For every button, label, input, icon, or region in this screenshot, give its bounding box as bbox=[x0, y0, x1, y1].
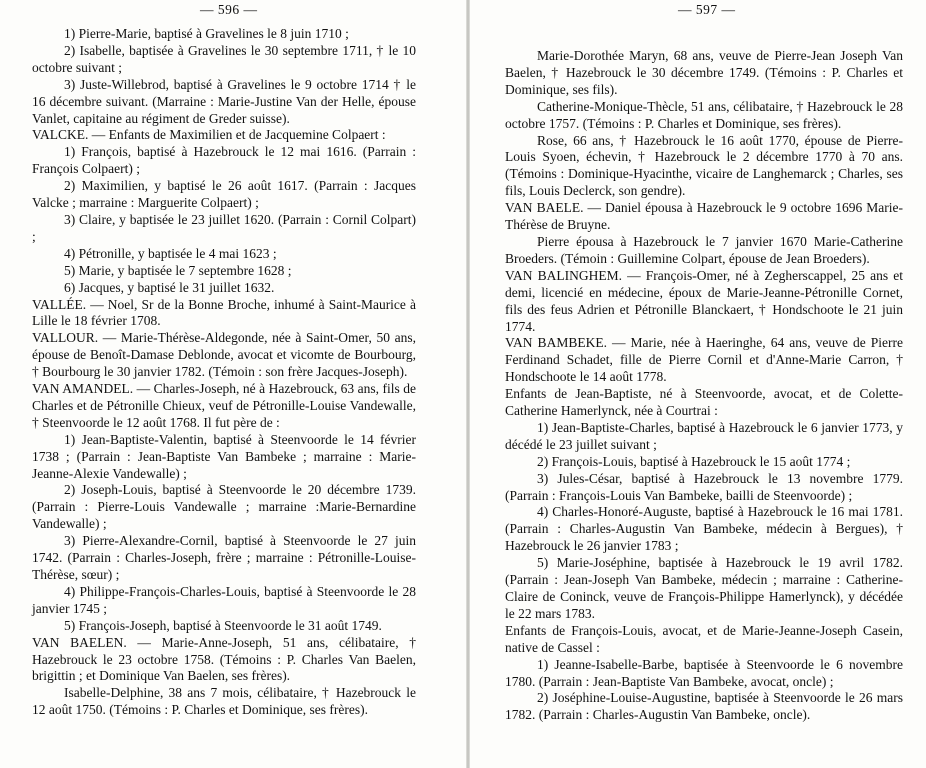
page-number: — 597 — bbox=[678, 2, 736, 17]
paragraph: 2) Joseph-Louis, baptisé à Steenvoorde le 20 décembre 1739. (Parrain : Pierre-Louis Vandewalle ; marraine :Marie-Bernardine Vandewalle) ; bbox=[32, 482, 416, 532]
paragraph: 4) Philippe-François-Charles-Louis, baptisé à Steenvoorde le 28 janvier 1745 ; bbox=[32, 583, 416, 616]
paragraph: 6) Jacques, y baptisé le 31 juillet 1632. bbox=[64, 279, 275, 295]
paragraph: Enfants de Jean-Baptiste, né à Steenvoorde, avocat, et de Colette-Catherine Hamerlynck, née à Courtrai : bbox=[505, 386, 903, 419]
text-column bbox=[32, 26, 416, 719]
entry-heading-paragraph: VAN BAELE. — Daniel épousa à Hazebrouck le 9 octobre 1696 Marie-Thérèse de Bruyne. bbox=[505, 200, 903, 233]
paragraph: Isabelle-Delphine, 38 ans 7 mois, célibataire, † Hazebrouck le 12 août 1750. (Témoins : P. Charles et Dominique, ses frères). bbox=[32, 685, 416, 718]
right-page bbox=[470, 0, 926, 768]
entry-heading-paragraph: VAN BAELEN. — Marie-Anne-Joseph, 51 ans, célibataire, † Hazebrouck le 23 octobre 1758. (Témoins : P. Charles Van Baelen, brigittin ; et Dominique Van Baelen, ses frères). bbox=[32, 634, 416, 684]
entry-heading-paragraph: VALCKE. — Enfants de Maximilien et de Jacquemine Colpaert : bbox=[32, 127, 386, 143]
paragraph: 3) Jules-César, baptisé à Hazebrouck le 13 novembre 1779. (Parrain : François-Louis Van Bambeke, bailli de Steenvoorde) ; bbox=[505, 470, 903, 503]
paragraph: Pierre épousa à Hazebrouck le 7 janvier 1670 Marie-Catherine Broeders. (Témoin : Guillemine Colpart, épouse de Jean Broeders). bbox=[505, 233, 903, 266]
paragraph: Marie-Dorothée Maryn, 68 ans, veuve de Pierre-Jean Joseph Van Baelen, † Hazebrouck le 30 décembre 1749. (Témoins : P. Charles et Dominique, ses fils). bbox=[505, 48, 903, 97]
paragraph: 2) Maximilien, y baptisé le 26 août 1617. (Parrain : Jacques Valcke ; marraine : Marguerite Colpaert) ; bbox=[32, 178, 416, 211]
paragraph: 3) Pierre-Alexandre-Cornil, baptisé à Steenvoorde le 27 juin 1742. (Parrain : Charles-Joseph, frère ; marraine : Pétronille-Louise-Thérèse, sœur) ; bbox=[32, 533, 416, 582]
paragraph: 4) Charles-Honoré-Auguste, baptisé à Hazebrouck le 16 mai 1781. (Parrain : Charles-Augustin Van Bambeke, médecin à Bergues), † Hazebrouck le 26 janvier 1783 ; bbox=[505, 504, 903, 554]
text-column bbox=[505, 48, 903, 724]
paragraph: 1) Jean-Baptiste-Charles, baptisé à Hazebrouck le 6 janvier 1773, y décédé le 23 juillet suivant ; bbox=[505, 419, 903, 452]
paragraph: 1) Jeanne-Isabelle-Barbe, baptisée à Steenvoorde le 6 novembre 1780. (Parrain : Jean-Baptiste Van Bambeke, avocat, oncle) ; bbox=[505, 656, 903, 689]
paragraph: 5) Marie-Joséphine, baptisée à Hazebrouck le 19 avril 1782. (Parrain : Jean-Joseph Van Bambeke, médecin ; marraine : Catherine-Claire de Coninck, veuve de François-Philippe Hamerlynck), y décédée le 22 mars 1783. bbox=[505, 555, 903, 621]
paragraph: Enfants de François-Louis, avocat, et de Marie-Jeanne-Joseph Casein, native de Cassel : bbox=[505, 622, 903, 655]
paragraph: 4) Pétronille, y baptisée le 4 mai 1623 ; bbox=[64, 245, 277, 261]
page-number: — 596 — bbox=[200, 2, 258, 17]
paragraph: 2) François-Louis, baptisé à Hazebrouck le 15 août 1774 ; bbox=[537, 453, 851, 469]
paragraph: 3) Claire, y baptisée le 23 juillet 1620. (Parrain : Cornil Colpart) ; bbox=[32, 211, 416, 244]
paragraph: 1) François, baptisé à Hazebrouck le 12 mai 1616. (Parrain : François Colpaert) ; bbox=[32, 144, 416, 177]
paragraph: 5) Marie, y baptisée le 7 septembre 1628 ; bbox=[64, 262, 292, 278]
paragraph: Catherine-Monique-Thècle, 51 ans, célibataire, † Hazebrouck le 28 octobre 1757. (Témoins : P. Charles et Dominique, ses frères). bbox=[505, 98, 903, 131]
paragraph: 5) François-Joseph, baptisé à Steenvoorde le 31 août 1749. bbox=[64, 617, 382, 633]
entry-heading-paragraph: VALLÉE. — Noel, Sr de la Bonne Broche, inhumé à Saint-Maurice à Lille le 18 février 1708. bbox=[32, 296, 416, 329]
entry-heading-paragraph: VAN BALINGHEM. — François-Omer, né à Zegherscappel, 25 ans et demi, licencié en médecine, époux de Marie-Jeanne-Pétronille Cornet, fils des feus Adrien et Pétronille Blanckaert, † Hondschoote le 21 juin 1774. bbox=[505, 267, 903, 334]
paragraph: 2) Joséphine-Louise-Augustine, baptisée à Steenvoorde le 26 mars 1782. (Parrain : Charles-Augustin Van Bambeke, oncle). bbox=[505, 690, 903, 723]
paragraph: 3) Juste-Willebrod, baptisé à Gravelines le 9 octobre 1714 † le 16 décembre suivant. (Marraine : Marie-Justine Van der Helle, épouse Vanlet, capitaine au régiment de Greder suisse). bbox=[32, 76, 416, 126]
paragraph: 1) Pierre-Marie, baptisé à Gravelines le 8 juin 1710 ; bbox=[64, 26, 349, 41]
paragraph: 1) Jean-Baptiste-Valentin, baptisé à Steenvoorde le 14 février 1738 ; (Parrain : Jean-Baptiste Van Bambeke ; marraine : Marie-Jeanne-Alexie Vandewalle) ; bbox=[32, 431, 416, 481]
paragraph: Rose, 66 ans, † Hazebrouck le 16 août 1770, épouse de Pierre-Louis Syoen, échevin, † Hazebrouck le 2 décembre 1770 à 70 ans. (Témoins : Dominique-Hyacinthe, vicaire de Langhemarck ; Charles, ses fils, Louis Declerck, son gendre). bbox=[505, 132, 903, 199]
paragraph: 2) Isabelle, baptisée à Gravelines le 30 septembre 1711, † le 10 octobre suivant ; bbox=[32, 42, 416, 75]
entry-heading-paragraph: VAN BAMBEKE. — Marie, née à Haeringhe, 64 ans, veuve de Pierre Ferdinand Schadet, fille de Pierre Cornil et d'Anne-Marie Carron, † Hondschoote le 14 août 1778. bbox=[505, 335, 903, 385]
entry-heading-paragraph: VALLOUR. — Marie-Thérèse-Aldegonde, née à Saint-Omer, 50 ans, épouse de Benoît-Damase Deblonde, avocat et vicomte de Bourbourg, † Bourbourg le 30 janvier 1782. (Témoin : son frère Jacques-Joseph). bbox=[32, 330, 416, 380]
entry-heading-paragraph: VAN AMANDEL. — Charles-Joseph, né à Hazebrouck, 63 ans, fils de Charles et de Pétronille Chieux, veuf de Pétronille-Louise Vandewalle, † Steenvoorde le 12 août 1768. Il fut père de : bbox=[32, 381, 416, 430]
